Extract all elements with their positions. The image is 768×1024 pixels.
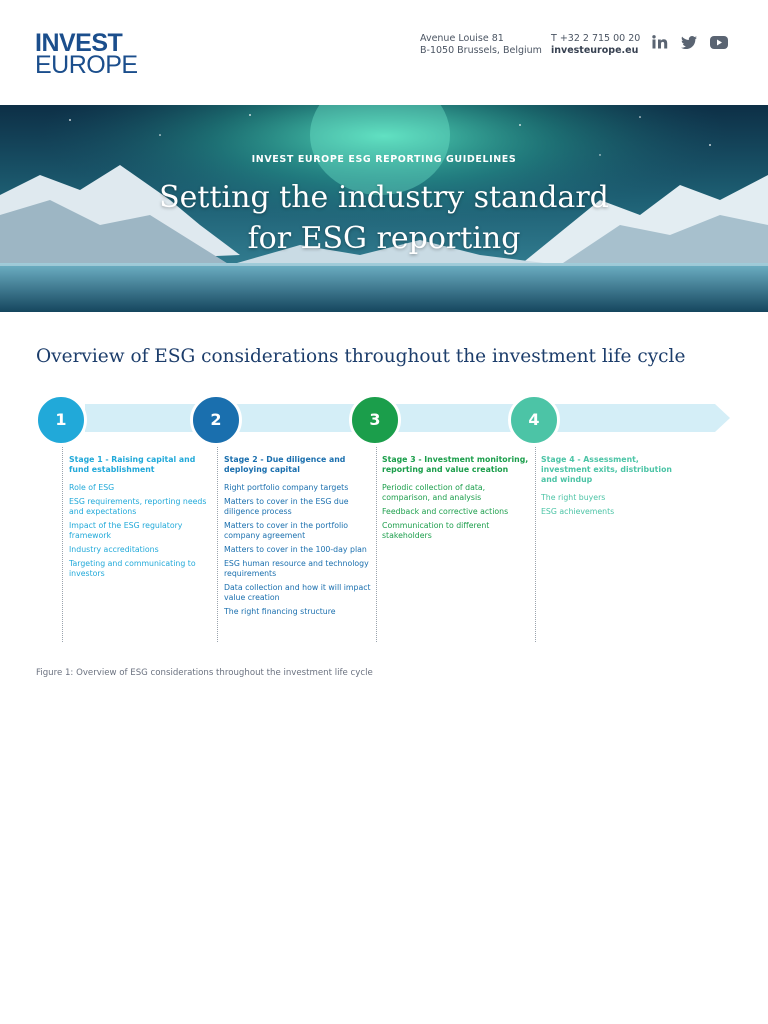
stage-1-item: Impact of the ESG regulatory framework <box>69 521 183 540</box>
stage-2-title: Stage 2 - Due diligence and deploying capital <box>224 455 346 474</box>
timeline-arrow <box>85 404 731 432</box>
banner-kicker: INVEST EUROPE ESG REPORTING GUIDELINES <box>251 154 517 165</box>
stage-1-title: Stage 1 - Raising capital and fund establishment <box>69 455 196 474</box>
address-line-1: Avenue Louise 81 <box>420 33 504 44</box>
stage-3-item: Periodic collection of data, comparison, and analysis <box>382 483 486 502</box>
stage-2-item: Matters to cover in the 100-day plan <box>224 545 367 554</box>
stage-2-item: ESG human resource and technology requirements <box>224 559 369 578</box>
logo-text-invest: INVEST <box>35 29 123 57</box>
social-links <box>652 34 728 53</box>
contact-block <box>551 33 640 57</box>
stage-2-item: Matters to cover in the portfolio company agreement <box>224 521 349 540</box>
stage-1-item: Industry accreditations <box>69 545 159 554</box>
stage-2-item: Matters to cover in the ESG due diligence process <box>224 497 349 516</box>
section-title: Overview of ESG considerations throughout the investment life cycle <box>36 346 686 367</box>
stage-1-item: ESG requirements, reporting needs and expectations <box>69 497 207 516</box>
stage-3-item: Feedback and corrective actions <box>382 507 509 516</box>
timeline-divider-2 <box>217 445 218 642</box>
stage-2-item: Right portfolio company targets <box>224 483 349 492</box>
stage-4-title: Stage 4 - Assessment, investment exits, distribution and windup <box>541 455 672 484</box>
twitter-icon[interactable] <box>681 34 697 53</box>
stage-2-column <box>224 455 372 621</box>
stage-4-item: The right buyers <box>541 493 606 502</box>
youtube-icon[interactable] <box>710 34 728 53</box>
stage-2-item: Data collection and how it will impact value creation <box>224 583 371 602</box>
stage-3-circle: 3 <box>349 394 401 446</box>
stage-4-column <box>541 455 689 521</box>
banner-title <box>0 177 768 259</box>
stage-1-column <box>69 455 217 583</box>
stage-3-column <box>382 455 530 545</box>
timeline-divider-4 <box>535 445 536 642</box>
linkedin-icon[interactable] <box>652 34 668 53</box>
stage-2-item: The right financing structure <box>224 607 336 616</box>
figure-caption: Figure 1: Overview of ESG considerations throughout the investment life cycle <box>36 668 373 678</box>
logo-text-europe: EUROPE <box>35 51 138 79</box>
timeline-divider-1 <box>62 445 63 642</box>
address-line-2: B-1050 Brussels, Belgium <box>420 45 542 56</box>
stage-4-item: ESG achievements <box>541 507 615 516</box>
website-link[interactable]: investeurope.eu <box>551 45 639 56</box>
address-block <box>420 33 542 57</box>
phone-number: T +32 2 715 00 20 <box>551 33 641 44</box>
timeline-divider-3 <box>376 445 377 642</box>
stage-2-circle: 2 <box>190 394 242 446</box>
stage-1-item: Role of ESG <box>69 483 115 492</box>
stage-1-circle: 1 <box>35 394 87 446</box>
invest-europe-logo <box>35 29 138 79</box>
stage-3-item: Communication to different stakeholders <box>382 521 490 540</box>
stage-1-item: Targeting and communicating to investors <box>69 559 196 578</box>
banner-title-line-2: for ESG reporting <box>247 221 521 256</box>
banner-title-line-1: Setting the industry standard <box>159 180 609 215</box>
stage-4-circle: 4 <box>508 394 560 446</box>
stage-3-title: Stage 3 - Investment monitoring, reporting and value creation <box>382 455 529 474</box>
